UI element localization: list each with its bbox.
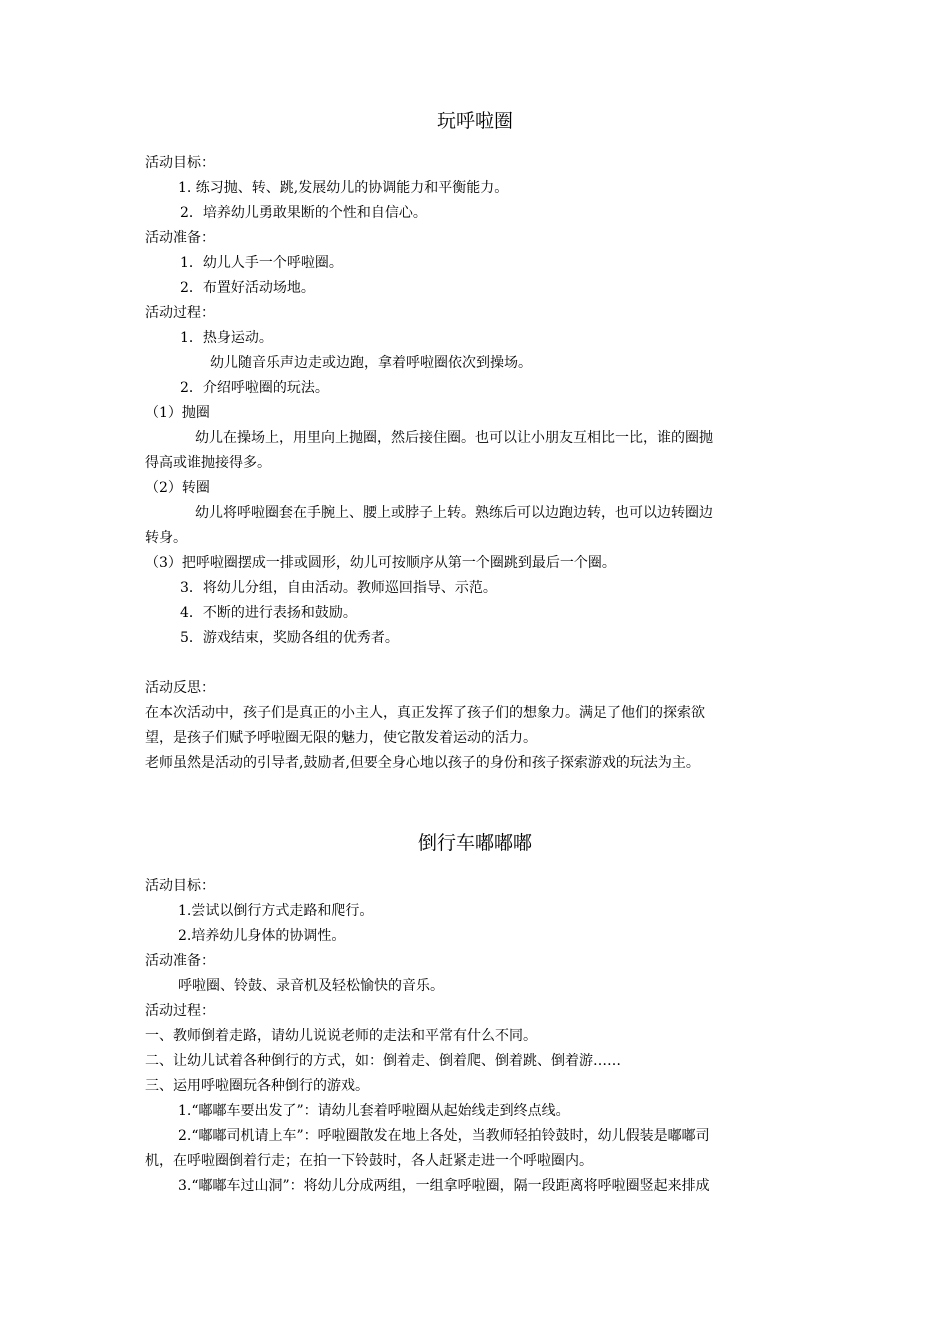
section1-sub-1-text-cont: 得高或谁抛接得多。 bbox=[145, 455, 271, 471]
section2-process-3: 三、运用呼啦圈玩各种倒行的游戏。 bbox=[145, 1078, 369, 1094]
section1-reflection-heading: 活动反思： bbox=[145, 680, 215, 696]
section1-step-3: 3．将幼儿分组，自由活动。教师巡回指导、示范。 bbox=[180, 580, 497, 596]
section2-prep: 呼啦圈、铃鼓、录音机及轻松愉快的音乐。 bbox=[178, 978, 444, 994]
section2-process-heading: 活动过程： bbox=[145, 1003, 215, 1019]
section2-goals-heading: 活动目标： bbox=[145, 878, 215, 894]
section1-sub-1-title: （1）抛圈 bbox=[145, 405, 210, 421]
section1-sub-1-text: 幼儿在操场上，用里向上抛圈，然后接住圈。也可以让小朋友互相比一比，谁的圈抛 bbox=[195, 430, 713, 446]
section2-game-2-cont: 机，在呼啦圈倒着行走；在拍一下铃鼓时，各人赶紧走进一个呼啦圈内。 bbox=[145, 1153, 593, 1169]
section2-process-1: 一、教师倒着走路，请幼儿说说老师的走法和平常有什么不同。 bbox=[145, 1028, 537, 1044]
section1-prep-1: 1．幼儿人手一个呼啦圈。 bbox=[180, 255, 343, 271]
section1-reflection-1: 在本次活动中，孩子们是真正的小主人，真正发挥了孩子们的想象力。满足了他们的探索欲 bbox=[145, 705, 705, 721]
section2-game-3: 3.“嘟嘟车过山洞”：将幼儿分成两组，一组拿呼啦圈，隔一段距离将呼啦圈竖起来排成 bbox=[178, 1178, 710, 1194]
section1-step-1: 1．热身运动。 bbox=[180, 330, 273, 346]
section1-goal-1: 1. 练习抛、转、跳,发展幼儿的协调能力和平衡能力。 bbox=[178, 180, 509, 196]
section1-goal-2: 2．培养幼儿勇敢果断的个性和自信心。 bbox=[180, 205, 427, 221]
section2-goal-1: 1.尝试以倒行方式走路和爬行。 bbox=[178, 903, 374, 919]
section1-step-2: 2．介绍呼啦圈的玩法。 bbox=[180, 380, 329, 396]
section1-reflection-2: 望，是孩子们赋予呼啦圈无限的魅力，使它散发着运动的活力。 bbox=[145, 730, 537, 746]
section1-prep-2: 2．布置好活动场地。 bbox=[180, 280, 315, 296]
section1-goals-heading: 活动目标： bbox=[145, 155, 215, 171]
section2-goal-2: 2.培养幼儿身体的协调性。 bbox=[178, 928, 346, 944]
section1-sub-2-text: 幼儿将呼啦圈套在手腕上、腰上或脖子上转。熟练后可以边跑边转，也可以边转圈边 bbox=[195, 505, 713, 521]
section2-game-1: 1.“嘟嘟车要出发了”：请幼儿套着呼啦圈从起始线走到终点线。 bbox=[178, 1103, 570, 1119]
section1-step-4: 4．不断的进行表扬和鼓励。 bbox=[180, 605, 357, 621]
section1-title: 玩呼啦圈 bbox=[436, 110, 513, 132]
section1-step-1-detail: 幼儿随音乐声边走或边跑，拿着呼啦圈依次到操场。 bbox=[210, 355, 532, 371]
section1-sub-2-text-cont: 转身。 bbox=[145, 530, 187, 546]
section2-process-2: 二、让幼儿试着各种倒行的方式，如：倒着走、倒着爬、倒着跳、倒着游…… bbox=[145, 1053, 621, 1069]
section1-prep-heading: 活动准备： bbox=[145, 230, 215, 246]
section1-sub-3: （3）把呼啦圈摆成一排或圆形，幼儿可按顺序从第一个圈跳到最后一个圈。 bbox=[145, 555, 616, 571]
section1-process-heading: 活动过程： bbox=[145, 305, 215, 321]
section2-title: 倒行车嘟嘟嘟 bbox=[417, 832, 532, 854]
section1-sub-2-title: （2）转圈 bbox=[145, 480, 210, 496]
section1-reflection-3: 老师虽然是活动的引导者,鼓励者,但要全身心地以孩子的身份和孩子探索游戏的玩法为主。 bbox=[145, 755, 700, 771]
section1-step-5: 5．游戏结束，奖励各组的优秀者。 bbox=[180, 630, 399, 646]
section2-game-2: 2.“嘟嘟司机请上车”：呼啦圈散发在地上各处，当教师轻拍铃鼓时，幼儿假装是嘟嘟司 bbox=[178, 1128, 710, 1144]
section2-prep-heading: 活动准备： bbox=[145, 953, 215, 969]
